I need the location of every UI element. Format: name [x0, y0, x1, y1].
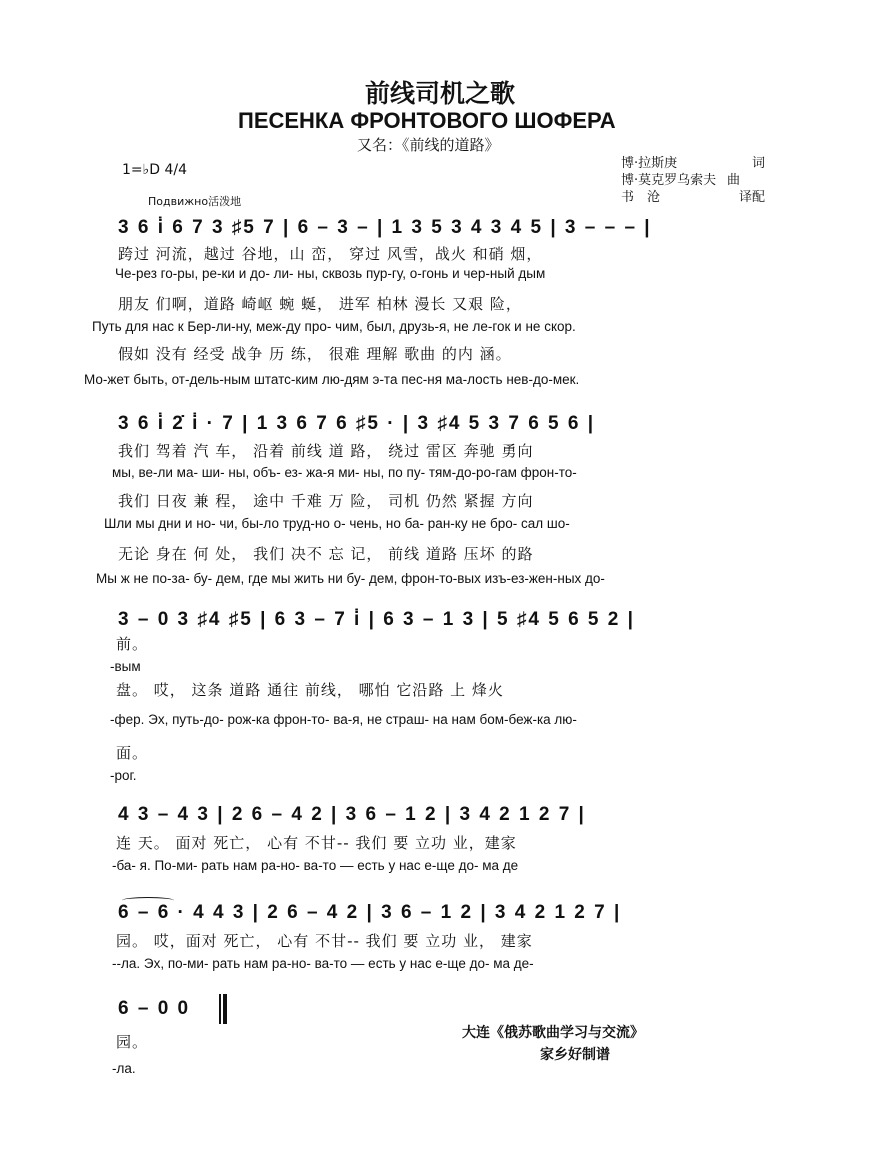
notation-line-1: 3 6 i̇ 6 7 3 ♯5 7 | 6 – 3 – | 1 3 5 3 4 3 4 5 | 3 – – – | — [118, 217, 652, 238]
lyric-cn-line6: 园。 — [116, 1033, 149, 1051]
publisher-line: 大连《俄苏歌曲学习与交流》 — [462, 1025, 644, 1041]
notation-line-5: 6 – 6 · 4 4 3 | 2 6 – 4 2 | 3 6 – 1 2 | 3 4 2 1 2 7 | — [118, 902, 622, 923]
credit-name: 博·拉斯庚 — [621, 156, 678, 171]
credit-translator — [621, 186, 765, 205]
lyric-ru-line3-a: -вым — [110, 659, 141, 674]
lyric-ru-line6: -ла. — [112, 1061, 136, 1076]
credit-name: 书 沧 — [621, 190, 661, 205]
lyric-cn-verse2-line2: 我们 日夜 兼 程， 途中 千难 万 险， 司机 仍然 紧握 方向 — [118, 492, 534, 510]
lyric-cn-verse1-line1: 跨过 河流，越过 谷地，山 峦， 穿过 风雪，战火 和硝 烟， — [118, 245, 543, 263]
lyric-cn-verse3-line2: 无论 身在 何 处， 我们 决不 忘 记， 前线 道路 压坏 的路 — [118, 545, 534, 563]
lyric-cn-line3-c: 面。 — [116, 744, 149, 762]
lyric-ru-verse1-line2: мы, ве-ли ма- ши- ны, объ- ез- жа-я ми- ны, по пу- тям-до-ро-гам фрон-то- — [112, 465, 577, 480]
lyric-cn-line3-a: 前。 — [116, 635, 149, 653]
lyric-ru-verse2-line2: Шли мы дни и но- чи, бы-ло труд-но о- чень, но ба- ран-ку не бро- сал шо- — [104, 516, 570, 531]
lyric-ru-verse3-line1: Мо-жет быть, от-дель-ным штатс-ким лю-дям э-та пес-ня ма-лость нев-до-мек. — [84, 372, 580, 387]
lyric-cn-verse2-line1: 朋友 们啊，道路 崎岖 蜿 蜒， 进军 柏林 漫长 又艰 险， — [118, 295, 522, 313]
title-chinese: 前线司机之歌 — [365, 79, 516, 108]
lyric-cn-line5: 园。 哎，面对 死亡， 心有 不甘-- 我们 要 立功 业， 建家 — [116, 932, 533, 950]
lyric-cn-verse1-line2: 我们 驾着 汽 车， 沿着 前线 道 路， 绕过 雷区 奔驰 勇向 — [118, 442, 534, 460]
lyric-ru-line3-b: -фер. Эх, путь-до- рож-ка фрон-то- ва-я, не страш- на нам бом-беж-ка лю- — [110, 712, 577, 727]
lyric-ru-verse2-line1: Путь для нас к Бер-ли-ну, меж-ду про- чим, был, друзь-я, не ле-гок и не скор. — [92, 319, 576, 334]
alias-title: 又名：《前线的道路》 — [357, 136, 500, 154]
lyric-ru-line5: --ла. Эх, по-ми- рать нам ра-но- ва-то — есть у нас е-ще до- ма де- — [112, 956, 534, 971]
lyric-cn-line3-b: 盘。 哎， 这条 道路 通往 前线， 哪怕 它沿路 上 烽火 — [116, 681, 504, 699]
notation-line-3: 3 – 0 3 ♯4 ♯5 | 6 3 – 7 i̇ | 6 3 – 1 3 | 5 ♯4 5 6 5 2 | — [118, 609, 635, 630]
lyric-ru-verse1-line1: Че-рез го-ры, ре-ки и до- ли- ны, сквозь пур-гу, о-гонь и чер-ный дым — [115, 266, 546, 281]
tempo-marking: Подвижно活泼地 — [148, 195, 242, 208]
lyric-cn-line4: 连 天。 面对 死亡， 心有 不甘-- 我们 要 立功 业，建家 — [116, 834, 517, 852]
final-barline-thin — [219, 994, 221, 1024]
lyric-ru-line3-c: -рог. — [110, 768, 137, 783]
lyric-ru-verse3-line2: Мы ж не по-за- бу- дем, где мы жить ни бу- дем, фрон-то-вых изъ-ез-жен-ных до- — [96, 571, 605, 586]
engraver-line: 家乡好制谱 — [540, 1047, 610, 1063]
key-signature: 1=♭D 4/4 — [122, 162, 188, 178]
credit-name: 博·莫克罗乌索夫 — [621, 173, 717, 188]
final-barline-thick — [223, 994, 227, 1024]
notation-line-2: 3 6 i̇ 2̇ i̇ · 7 | 1 3 6 7 6 ♯5 · | 3 ♯4 5 3 7 6 5 6 | — [118, 413, 596, 434]
credit-role: 曲 — [726, 173, 740, 188]
notation-line-6: 6 – 0 0 — [118, 998, 191, 1019]
notation-line-4: 4 3 – 4 3 | 2 6 – 4 2 | 3 6 – 1 2 | 3 4 2 1 2 7 | — [118, 804, 586, 825]
lyric-cn-verse3-line1: 假如 没有 经受 战争 历 练， 很难 理解 歌曲 的内 涵。 — [118, 345, 512, 363]
title-russian: ПЕСЕНКА ФРОНТОВОГО ШОФЕРА — [238, 108, 616, 133]
lyric-ru-line4: -ба- я. По-ми- рать нам ра-но- ва-то — есть у нас е-ще до- ма де — [112, 858, 519, 873]
credit-role: 词 — [751, 156, 765, 171]
credit-role: 译配 — [738, 190, 765, 205]
